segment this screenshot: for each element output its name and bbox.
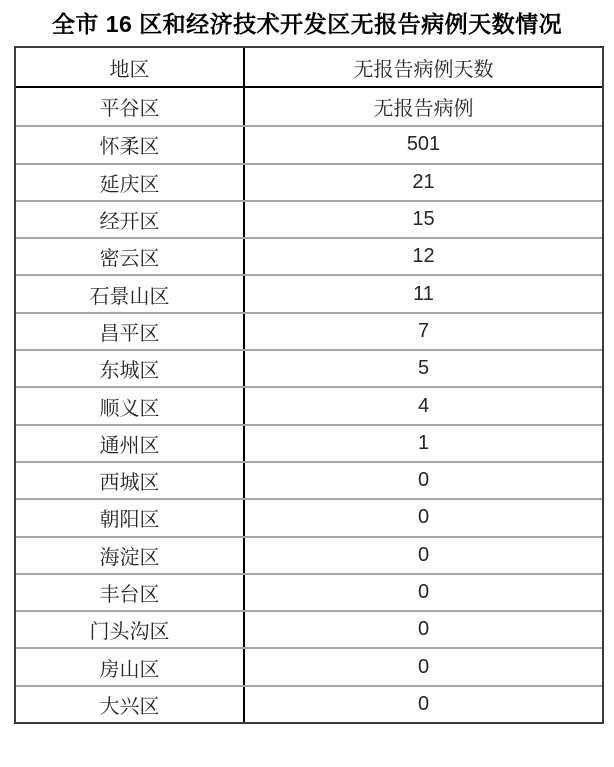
table-row (16, 647, 602, 684)
data-table (14, 46, 604, 724)
table-row (16, 461, 602, 498)
days-cell: 0 (417, 469, 430, 492)
days-cell: 0 (417, 581, 430, 603)
table-row (16, 200, 602, 237)
district-cell: 朝阳区 (16, 500, 245, 535)
table-row (16, 536, 602, 573)
district-cell: 门头沟区 (16, 612, 245, 647)
days-cell: 0 (417, 506, 430, 529)
district-cell: 大兴区 (16, 687, 245, 722)
days-cell: 无报告病例 (373, 98, 474, 121)
table-row (16, 88, 602, 125)
header-cell-days: 无报告病例天数 (353, 58, 494, 81)
table-row (16, 349, 602, 386)
table-row (16, 498, 602, 535)
district-cell: 东城区 (16, 351, 245, 386)
days-cell: 15 (412, 208, 435, 231)
district-cell: 石景山区 (16, 276, 245, 311)
days-cell: 1 (417, 431, 430, 454)
table-row (16, 312, 602, 349)
days-cell: 7 (417, 319, 430, 342)
district-cell: 房山区 (16, 649, 245, 684)
table-header-row (16, 48, 602, 88)
table-row (16, 125, 602, 162)
district-cell: 延庆区 (16, 165, 245, 200)
header-cell-district: 地区 (16, 48, 245, 86)
district-cell: 怀柔区 (16, 127, 245, 162)
district-cell: 平谷区 (16, 88, 245, 125)
days-cell: 4 (417, 394, 430, 417)
days-cell: 21 (412, 170, 435, 193)
days-cell: 501 (406, 133, 441, 156)
table-row (16, 424, 602, 461)
page-title: 全市 16 区和经济技术开发区无报告病例天数情况 (51, 11, 563, 37)
table-body (16, 88, 602, 722)
district-cell: 丰台区 (16, 575, 245, 610)
table-row (16, 610, 602, 647)
days-cell: 12 (412, 245, 435, 268)
table-row (16, 685, 602, 722)
district-cell: 海淀区 (16, 538, 245, 573)
table-row (16, 274, 602, 311)
days-cell: 11 (413, 282, 434, 305)
days-cell: 5 (417, 357, 430, 380)
district-cell: 顺义区 (16, 388, 245, 423)
table-row (16, 386, 602, 423)
district-cell: 密云区 (16, 239, 245, 274)
district-cell: 经开区 (16, 202, 245, 237)
table-row (16, 573, 602, 610)
article-table-figure (0, 8, 614, 767)
table-row (16, 163, 602, 200)
days-cell: 0 (417, 543, 430, 566)
days-cell: 0 (417, 618, 430, 641)
table-row (16, 237, 602, 274)
district-cell: 昌平区 (16, 314, 245, 349)
days-cell: 0 (417, 692, 430, 715)
district-cell: 通州区 (16, 426, 245, 461)
days-cell: 0 (417, 655, 430, 678)
district-cell: 西城区 (16, 463, 245, 498)
